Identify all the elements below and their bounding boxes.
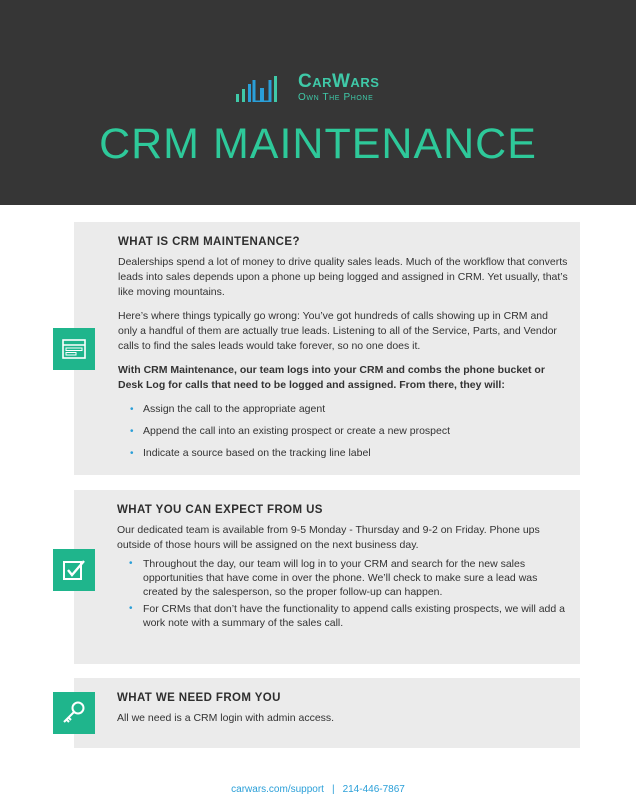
browser-window-icon: [53, 328, 95, 370]
footer: [0, 784, 636, 795]
section-what-we-need: [74, 678, 580, 748]
section-what-is-crm-maintenance: [74, 222, 580, 475]
key-icon: [53, 692, 95, 734]
paragraph-bold: With CRM Maintenance, our team logs into your CRM and combs the phone bucket or Desk Log for calls that need to be logged and assigned. From there, they will:: [118, 364, 545, 391]
list-item: [117, 557, 567, 599]
section-heading: WHAT WE NEED FROM YOU: [117, 692, 281, 704]
bullet-list: [117, 557, 567, 630]
paragraph: All we need is a CRM login with admin access.: [117, 712, 335, 724]
header: [0, 0, 636, 205]
logo-name: CarWars: [298, 71, 380, 92]
list-item-text: Append the call into an existing prospect or create a new prospect: [143, 425, 451, 437]
paragraph: Our dedicated team is available from 9-5 Monday - Thursday and 9-2 on Friday. Phone ups outside of those hours will be assigned on the next business day.: [117, 524, 540, 551]
list-item: [118, 402, 568, 417]
paragraph: Here’s where things typically go wrong: You’ve got hundreds of calls showing up in CRM and only a handful of them are actually true leads. Listening to all of the Service, Parts, and Vendor calls to find the sales leads would take forever, so no one does it.: [118, 310, 557, 352]
section-content: [117, 692, 567, 735]
bullet-list: [118, 402, 568, 461]
list-item: [118, 424, 568, 439]
bullet-icon: •: [129, 558, 133, 569]
section-content: [117, 504, 567, 633]
section-heading: WHAT IS CRM MAINTENANCE?: [118, 236, 300, 248]
list-item-text: Indicate a source based on the tracking line label: [143, 447, 371, 459]
bullet-icon: •: [130, 448, 134, 459]
bullet-icon: •: [129, 603, 133, 614]
paragraph: Dealerships spend a lot of money to drive quality sales leads. Much of the workflow that converts leads into sales depends upon a phone up being logged and assigned in CRM. Yet usually, that’s like moving mountains.: [118, 256, 568, 298]
section-content: [118, 236, 568, 468]
bullet-icon: •: [130, 426, 134, 437]
list-item: [117, 602, 567, 630]
signal-bars-logo-icon: [236, 74, 284, 102]
footer-separator: |: [331, 784, 335, 795]
page-title: CRM MAINTENANCE: [99, 120, 537, 168]
bullet-icon: •: [130, 404, 134, 415]
support-url-link[interactable]: carwars.com/support: [231, 784, 324, 795]
list-item-text: Assign the call to the appropriate agent: [143, 403, 326, 415]
checkbox-icon: [53, 549, 95, 591]
list-item: [118, 446, 568, 461]
list-item-text: Throughout the day, our team will log in to your CRM and search for the new sales opportunities that have come in over the phone. We’ll check to make sure a lead was created by the salesperson, so the proper follow-up can happen.: [143, 558, 538, 598]
support-phone[interactable]: 214-446-7867: [342, 784, 405, 795]
section-what-you-can-expect: [74, 490, 580, 664]
carwars-logo: [236, 70, 406, 104]
section-heading: WHAT YOU CAN EXPECT FROM US: [117, 504, 323, 516]
list-item-text: For CRMs that don’t have the functionality to append calls existing prospects, we will add a work note with a summary of the sales call.: [143, 603, 565, 629]
logo-text: [298, 72, 379, 103]
logo-tagline: Own The Phone: [298, 92, 374, 103]
